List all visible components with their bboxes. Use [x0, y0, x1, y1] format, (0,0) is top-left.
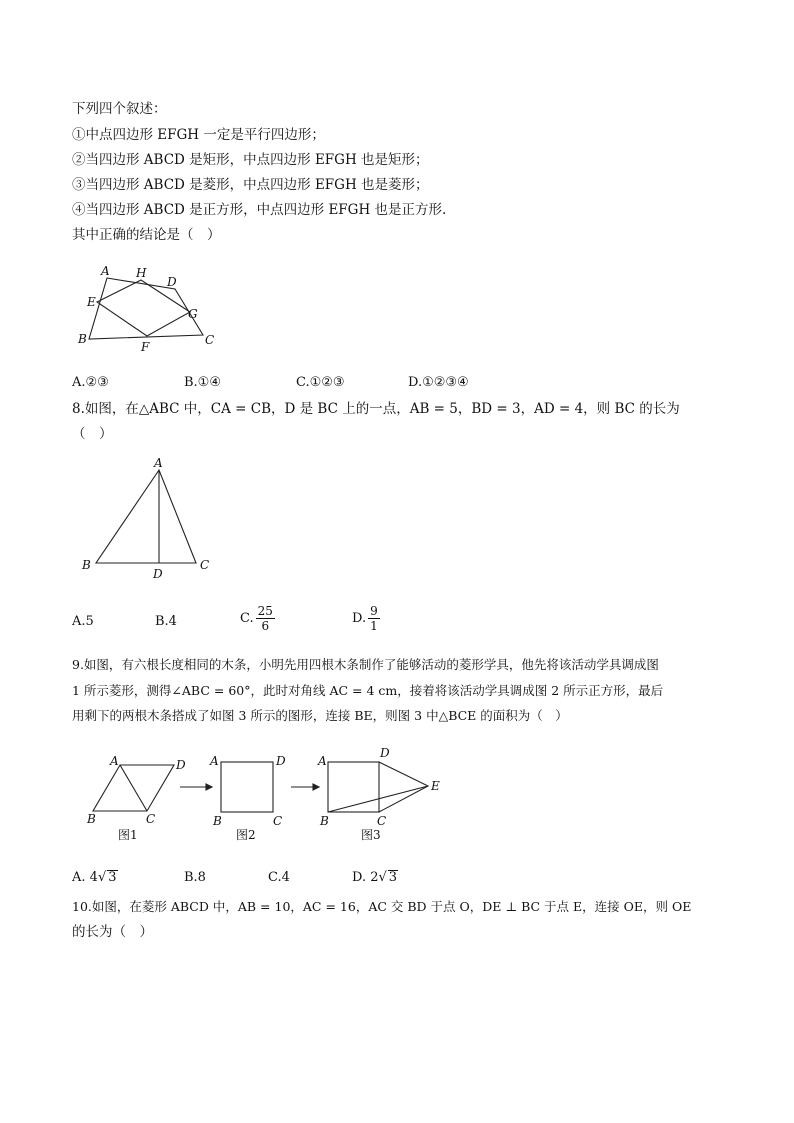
q7-statement-2: ②当四边形 ABCD 是矩形，中点四边形 EFGH 也是矩形；: [72, 152, 429, 168]
q9-option-a: [72, 870, 118, 886]
q9-fig1-label-d: D: [176, 758, 186, 772]
q7-option-a: A.②③: [72, 375, 109, 390]
q10-line-2: 的长为（ ）: [72, 924, 153, 940]
q8-option-c-numerator: 25: [257, 604, 273, 618]
q9-fig2-label-b: B: [213, 814, 222, 828]
q8-label-a: A: [154, 456, 163, 470]
q9-fig2-label-d: D: [276, 754, 286, 768]
q9-option-d-radicand: 3: [388, 870, 398, 885]
q7-label-e: E: [87, 295, 96, 309]
q9-caption-2: 图2: [236, 828, 256, 842]
q8-option-d-numerator: 9: [370, 604, 378, 618]
q7-statement-4: ④当四边形 ABCD 是正方形，中点四边形 EFGH 也是正方形.: [72, 202, 447, 218]
q9-fig3-label-b: B: [320, 814, 329, 828]
q9-line-3: 用剩下的两根木条搭成了如图 3 所示的图形，连接 BE，则图 3 中△BCE 的面积为（ ）: [72, 708, 568, 723]
q7-label-h: H: [136, 266, 147, 280]
q7-label-d: D: [167, 275, 177, 289]
q9-line-1: 9.如图，有六根长度相同的木条，小明先用四根木条制作了能够活动的菱形学具，他先将该活动学具调成图: [72, 657, 659, 672]
q8-option-d-prefix: D.: [352, 611, 367, 626]
q9-fig1-label-a: A: [110, 754, 119, 768]
q7-label-a: A: [101, 264, 110, 278]
q7-label-f: F: [141, 340, 150, 354]
q9-fig3-label-a: A: [318, 754, 327, 768]
q8-line-1: 8.如图，在△ABC 中，CA = CB，D 是 BC 上的一点，AB = 5，BD = 3，AD = 4，则 BC 的长为: [72, 401, 680, 417]
q9-caption-1: 图1: [118, 828, 138, 842]
q8-option-c-fraction: [256, 604, 275, 633]
q8-option-c: [240, 604, 275, 633]
q9-option-c: C.4: [268, 870, 290, 885]
q9-fig1-diagonal: [120, 765, 147, 811]
radical-icon: √: [97, 870, 107, 885]
q8-option-d-fraction: [368, 604, 380, 633]
q9-option-a-radicand: 3: [108, 870, 117, 885]
q9-fig3-label-c: C: [377, 814, 387, 828]
q7-label-g: G: [188, 307, 198, 321]
q9-fig1-label-b: B: [87, 812, 96, 826]
q8-label-b: B: [82, 558, 91, 572]
q9-option-d: [352, 870, 398, 886]
q9-fig2-square: [221, 762, 273, 812]
q7-ask: 其中正确的结论是（ ）: [72, 227, 221, 243]
q9-fig3-label-e: E: [431, 779, 440, 793]
q9-fig3-label-d: D: [380, 746, 390, 760]
q8-label-c: C: [200, 558, 210, 572]
q9-fig2-label-a: A: [210, 754, 219, 768]
q8-label-d: D: [153, 567, 163, 581]
q9-caption-3: 图3: [361, 828, 381, 842]
q7-option-d: D.①②③④: [408, 375, 469, 390]
q10-line-1: 10.如图，在菱形 ABCD 中，AB = 10，AC = 16，AC 交 BD 于点 O，DE ⊥ BC 于点 E，连接 OE，则 OE: [72, 899, 692, 914]
q9-option-a-prefix: A. 4: [72, 870, 98, 885]
q8-option-c-denominator: 6: [261, 619, 270, 633]
q8-option-d-denominator: 1: [370, 619, 378, 633]
q8-option-d: [352, 604, 380, 633]
q9-fig3-triangle-sides: [379, 762, 428, 812]
radical-icon: √: [378, 870, 387, 885]
q9-arrow-2-head: [313, 784, 319, 790]
q7-label-c: C: [205, 333, 215, 347]
q7-label-b: B: [78, 332, 87, 346]
q8-option-a: A.5: [72, 614, 94, 629]
q9-fig3-square: [328, 762, 379, 812]
q7-statement-1: ①中点四边形 EFGH 一定是平行四边形；: [72, 127, 325, 143]
q9-line-2: 1 所示菱形，测得∠ABC = 60°，此时对角线 AC = 4 cm，接着将该活动学具调成图 2 所示正方形，最后: [72, 683, 664, 698]
q9-fig3-segment-be: [328, 786, 428, 812]
q8-option-b: B.4: [155, 614, 177, 629]
q9-option-d-prefix: D. 2: [352, 870, 379, 885]
q9-arrow-1-head: [206, 784, 212, 790]
q8-line-2: （ ）: [72, 426, 113, 442]
q8-option-c-prefix: C.: [240, 611, 254, 626]
q9-option-b: B.8: [184, 870, 206, 885]
q7-option-b: B.①④: [184, 375, 221, 390]
q9-fig2-label-c: C: [273, 814, 283, 828]
q7-intro: 下列四个叙述：: [72, 101, 167, 117]
q9-fig1-label-c: C: [146, 812, 156, 826]
q7-option-c: C.①②③: [296, 375, 345, 390]
q9-fig1-rhombus: [93, 765, 174, 811]
q7-statement-3: ③当四边形 ABCD 是菱形，中点四边形 EFGH 也是菱形；: [72, 177, 429, 193]
